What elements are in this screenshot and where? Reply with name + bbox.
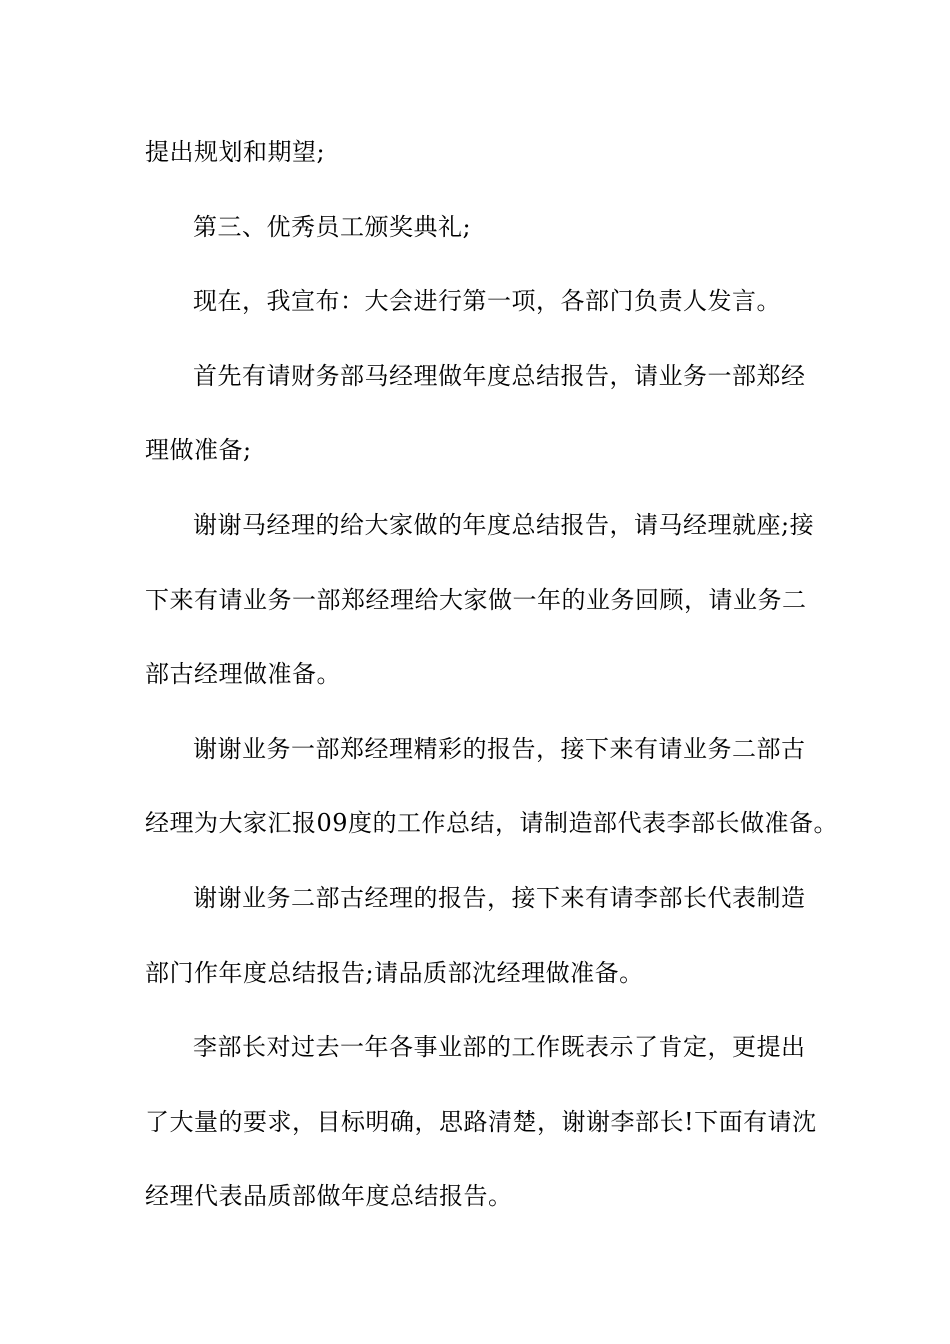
- text-line: 部门作年度总结报告;请品质部沈经理做准备。: [145, 959, 644, 987]
- text-line: 谢谢业务一部郑经理精彩的报告，接下来有请业务二部古: [193, 735, 806, 763]
- text-line: 理做准备;: [145, 436, 252, 464]
- text-line: 首先有请财务部马经理做年度总结报告，请业务一部郑经: [193, 362, 806, 390]
- text-line: 现在，我宣布：大会进行第一项，各部门负责人发言。: [193, 287, 781, 315]
- text-line: 经理为大家汇报09度的工作总结，请制造部代表李部长做准备。: [145, 809, 839, 837]
- text-line: 下来有请业务一部郑经理给大家做一年的业务回顾，请业务二: [145, 586, 807, 614]
- text-line: 谢谢业务二部古经理的报告，接下来有请李部长代表制造: [193, 884, 806, 912]
- text-line: 经理代表品质部做年度总结报告。: [145, 1182, 513, 1210]
- text-line: 提出规划和期望;: [145, 138, 326, 166]
- text-line: 谢谢马经理的给大家做的年度总结报告，请马经理就座;接: [193, 511, 815, 539]
- text-line: 第三、优秀员工颁奖典礼;: [193, 213, 472, 241]
- text-line: 部古经理做准备。: [145, 660, 341, 688]
- text-line: 了大量的要求，目标明确，思路清楚，谢谢李部长!下面有请沈: [145, 1108, 817, 1136]
- text-line: 李部长对过去一年各事业部的工作既表示了肯定，更提出: [193, 1033, 806, 1061]
